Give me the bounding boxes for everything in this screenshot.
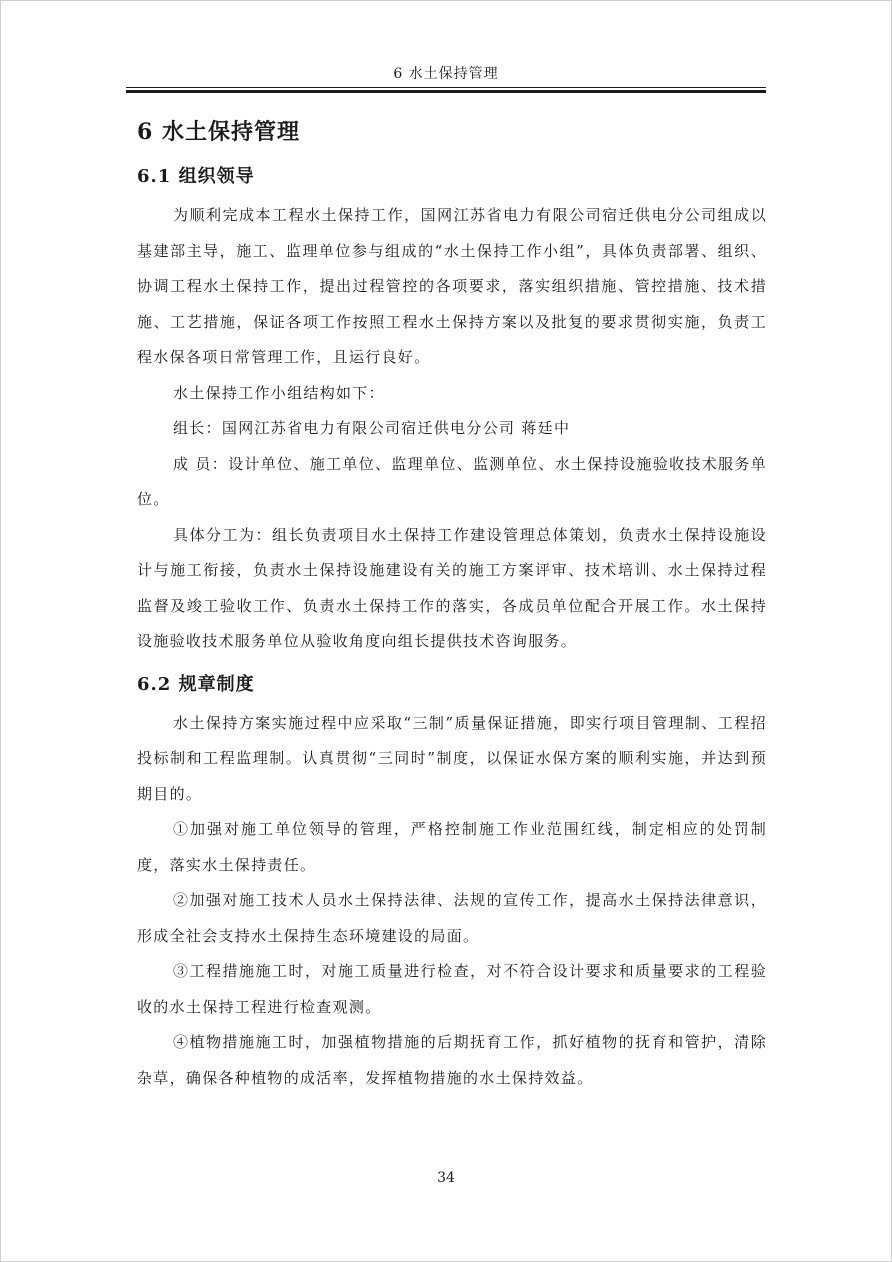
header-rule-thin [126,87,766,88]
paragraph: ②加强对施工技术人员水土保持法律、法规的宣传工作，提高水土保持法律意识，形成全社会支持水土保持生态环境建设的局面。 [137,891,767,945]
running-header: 6 水土保持管理 [393,66,499,82]
paragraph: ④植物措施施工时，加强植物措施的后期抚育工作，抓好植物的抚育和管护，清除杂草，确保各种植物的成活率，发挥植物措施的水土保持效益。 [137,1033,767,1087]
paragraph: 组长：国网江苏省电力有限公司宿迁供电分公司 蒋廷中 [173,419,571,437]
paragraph: ①加强对施工单位领导的管理，严格控制施工作业范围红线，制定相应的处罚制度，落实水土保持责任。 [137,820,767,874]
paragraph: 成 员：设计单位、施工单位、监理单位、监测单位、水土保持设施验收技术服务单位。 [137,454,767,508]
chapter-title: 6 水土保持管理 [137,119,300,145]
page-content [137,112,767,1096]
page-number: 34 [437,1170,455,1186]
section-heading-6-1: 6.1 组织领导 [137,166,255,187]
paragraph: 水土保持工作小组结构如下： [173,383,385,402]
paragraph: 水土保持方案实施过程中应采取“三制”质量保证措施，即实行项目管理制、工程招投标制和工程监理制。认真贯彻“三同时”制度，以保证水保方案的顺利实施，并达到预期目的。 [137,713,767,803]
paragraph: ③工程措施施工时，对施工质量进行检查，对不符合设计要求和质量要求的工程验收的水土保持工程进行检查观测。 [137,962,767,1016]
header-rule-thick [126,90,766,93]
paragraph: 为顺利完成本工程水土保持工作，国网江苏省电力有限公司宿迁供电分公司组成以基建部主导，施工、监理单位参与组成的“水土保持工作小组”，具体负责部署、组织、协调工程水土保持工作，提出过程管控的各项要求，落实组织措施、管控措施、技术措施、工艺措施，保证各项工作按照工程水土保持方案以及批复的要求贯彻实施，负责工程水保各项日常管理工作，且运行良好。 [137,206,767,366]
paragraph: 具体分工为：组长负责项目水土保持工作建设管理总体策划，负责水土保持设施设计与施工衔接，负责水土保持设施建设有关的施工方案评审、技术培训、水土保持过程监督及竣工验收工作、负责水土保持工作的落实，各成员单位配合开展工作。水土保持设施验收技术服务单位从验收角度向组长提供技术咨询服务。 [137,525,767,650]
section-heading-6-2: 6.2 规章制度 [137,673,255,695]
